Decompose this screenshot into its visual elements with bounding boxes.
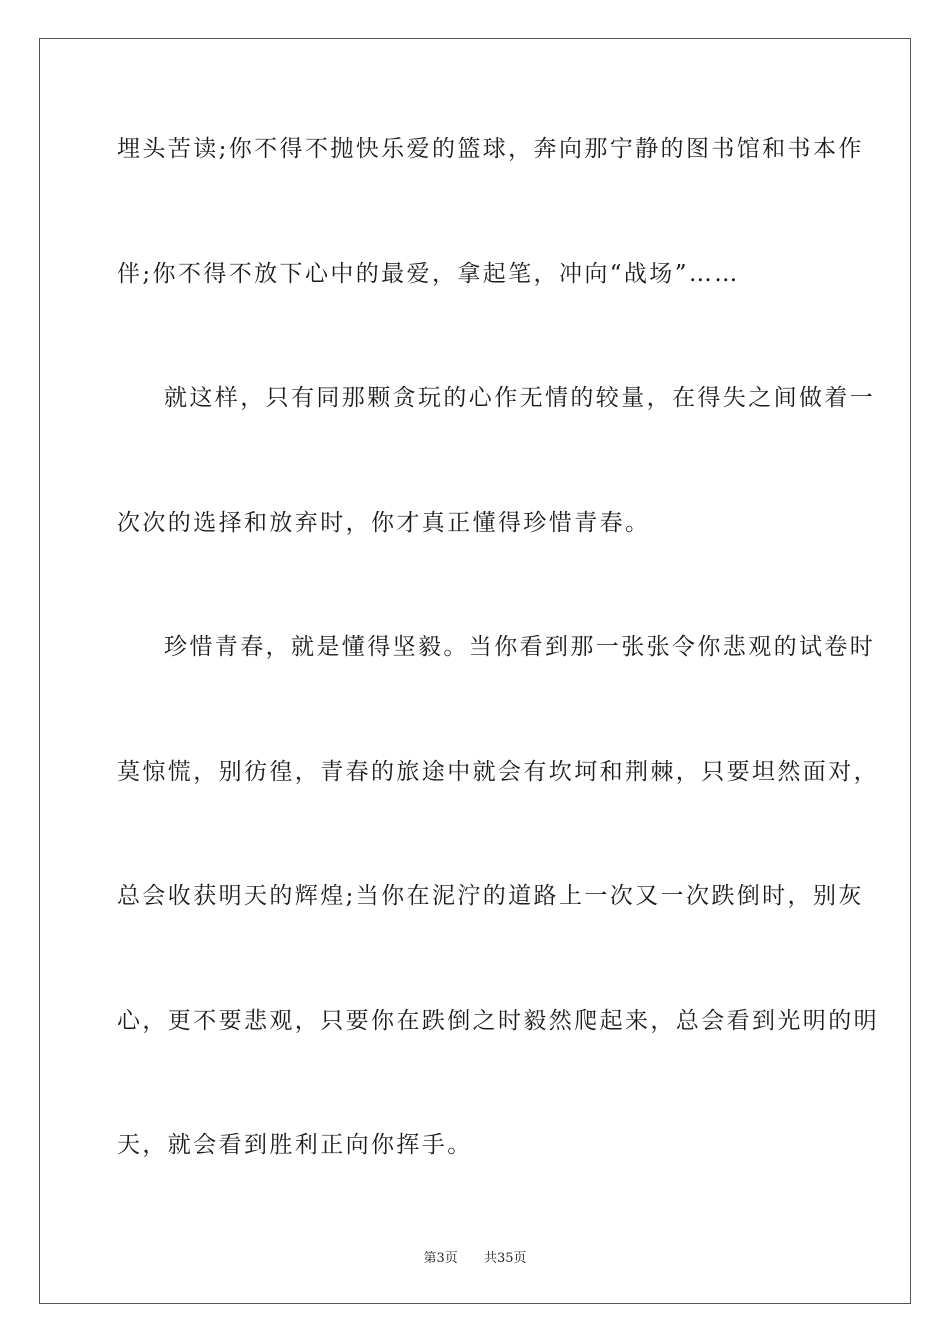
text-line-3: 就这样，只有同那颗贪玩的心作无情的较量，在得失之间做着一 (164, 385, 876, 411)
page-footer (0, 1247, 950, 1266)
text-line-7: 总会收获明天的辉煌;当你在泥泞的道路上一次又一次跌倒时，别灰 (117, 883, 864, 909)
text-line-1: 埋头苦读;你不得不抛快乐爱的篮球，奔向那宁静的图书馆和书本作 (117, 136, 864, 162)
text-line-4: 次次的选择和放弃时，你才真正懂得珍惜青春。 (117, 510, 651, 536)
page-frame (39, 38, 911, 1304)
text-line-5: 珍惜青春，就是懂得坚毅。当你看到那一张张令你悲观的试卷时 (164, 634, 876, 660)
text-line-8: 心，更不要悲观，只要你在跌倒之时毅然爬起来，总会看到光明的明 (117, 1008, 879, 1034)
text-line-2: 伴;你不得不放下心中的最爱，拿起笔，冲向“战场”…… (117, 261, 740, 287)
total-pages: 共35页 (484, 1251, 527, 1266)
text-line-6: 莫惊慌，别彷徨，青春的旅途中就会有坎坷和荆棘，只要坦然面对， (117, 759, 879, 785)
text-line-9: 天，就会看到胜利正向你挥手。 (117, 1132, 473, 1158)
page-number: 第3页 (423, 1251, 458, 1266)
